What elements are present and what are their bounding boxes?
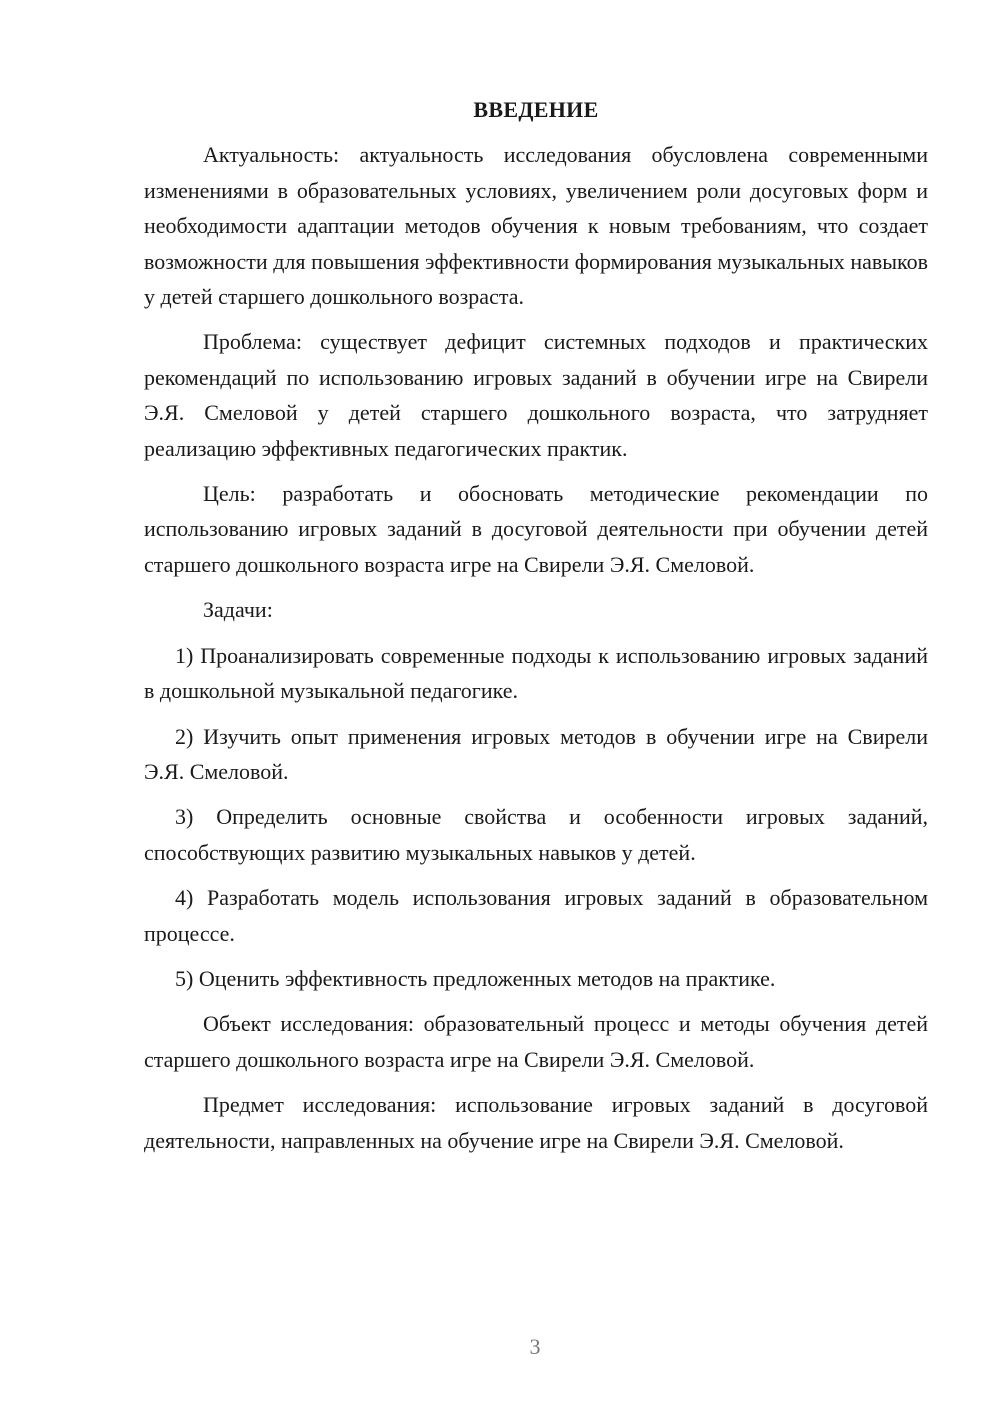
relevance-paragraph: Актуальность: актуальность исследования обусловлена современными изменениями в образовательных условиях, увеличением роли досуговых форм и необходимости адаптации методов обучения к новым требованиям, что создает возможности для повышения эффективности формирования музыкальных навыков у детей старшего дошкольного возраста. (144, 142, 928, 310)
task-item-2: 2) Изучить опыт применения игровых методов в обучении игре на Свирели Э.Я. Смеловой. (144, 723, 928, 784)
page-title: ВВЕДЕНИЕ (473, 97, 599, 122)
problem-paragraph: Проблема: существует дефицит системных подходов и практических рекомендаций по использованию игровых заданий в обучении игре на Свирели Э.Я. Смеловой у детей старшего дошкольного возраста, что затрудняет реализацию эффективных педагогических практик. (144, 329, 928, 461)
task-item-4: 4) Разработать модель использования игровых заданий в образовательном процессе. (144, 885, 928, 946)
object-paragraph: Объект исследования: образовательный процесс и методы обучения детей старшего дошкольного возраста игре на Свирели Э.Я. Смеловой. (144, 1011, 928, 1072)
subject-paragraph: Предмет исследования: использование игровых заданий в досуговой деятельности, направленных на обучение игре на Свирели Э.Я. Смеловой. (144, 1092, 928, 1153)
task-item-1: 1) Проанализировать современные подходы к использованию игровых заданий в дошкольной музыкальной педагогике. (144, 642, 928, 704)
task-item-3: 3) Определить основные свойства и особенности игровых заданий, способствующих развитию музыкальных навыков у детей. (144, 804, 928, 865)
goal-paragraph: Цель: разработать и обосновать методические рекомендации по использованию игровых заданий в досуговой деятельности при обучении детей старшего дошкольного возраста игре на Свирели Э.Я. Смеловой. (144, 481, 928, 577)
page-number: 3 (529, 1334, 541, 1359)
document-body (144, 92, 928, 1168)
tasks-heading: Задачи: (203, 597, 273, 623)
task-item-5: 5) Оценить эффективность предложенных методов на практике. (175, 965, 776, 991)
